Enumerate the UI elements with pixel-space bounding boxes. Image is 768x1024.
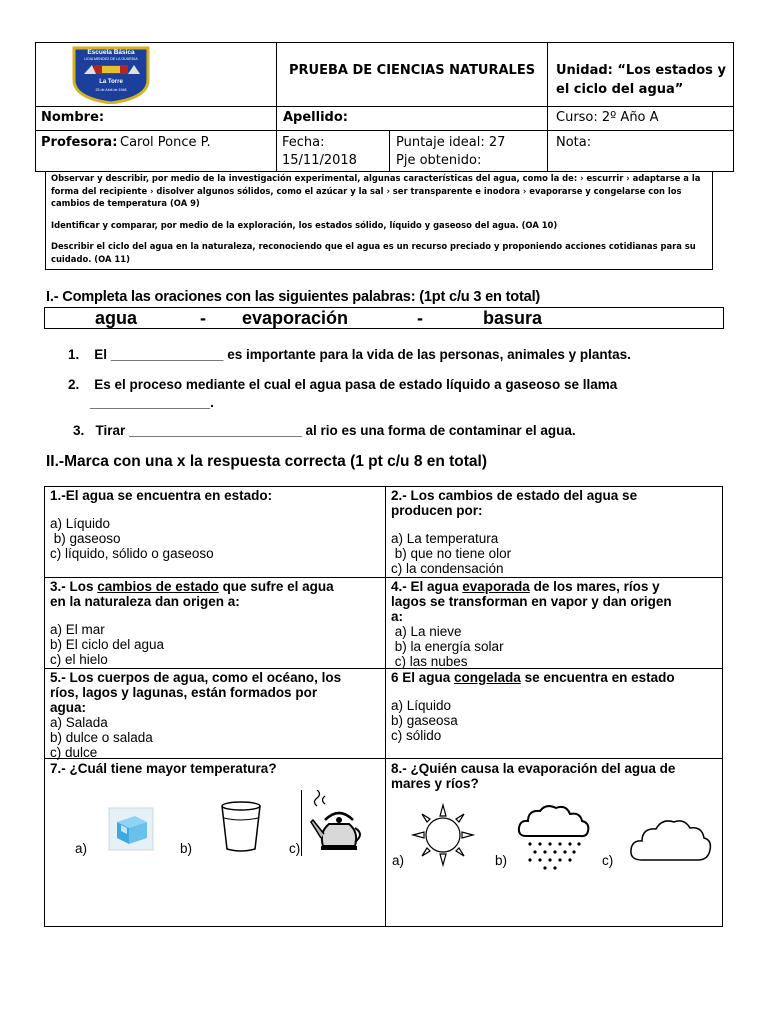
mc8-option-a[interactable]: a) bbox=[392, 853, 405, 868]
logo-line3: La Torre bbox=[99, 79, 123, 85]
mc1-title: 1.-El agua se encuentra en estado: bbox=[50, 488, 273, 503]
logo-line1: Escuela Básica bbox=[87, 49, 135, 56]
objective-oa10: Identificar y comparar, por medio de la exploración, los estados sólido, líquido y gaseoso del agua. (OA 10) bbox=[51, 219, 558, 230]
mc4-title-1: 4.- El agua evaporada de los mares, ríos y bbox=[391, 579, 660, 594]
q3-number: 3. bbox=[73, 423, 85, 438]
objective-oa11: Describir el ciclo del agua en la naturaleza, reconociendo que el agua es un recurso preciado y proponiendo acciones cotidianas para su cuidado. (OA 11) bbox=[51, 241, 696, 264]
q1-blank[interactable]: _______________ bbox=[110, 347, 224, 362]
mc4-title-3: a: bbox=[391, 609, 404, 624]
mc5-title-1: 5.- Los cuerpos de agua, como el océano, los bbox=[50, 670, 342, 685]
logo-line2: LIDIA MENDEZ DE LA GUARDIA bbox=[84, 57, 138, 61]
section1-title: I.- Completa las oraciones con las siguientes palabras: (1pt c/u 3 en total) bbox=[46, 289, 541, 305]
mc2-option-b[interactable]: b) que no tiene olor bbox=[391, 546, 512, 561]
mc5-option-b[interactable]: b) dulce o salada bbox=[50, 730, 153, 745]
profesora-label: Profesora: bbox=[41, 135, 118, 150]
objectives-box bbox=[45, 171, 713, 270]
fill-question-3 bbox=[73, 423, 576, 438]
fill-question-2 bbox=[68, 377, 617, 392]
mc3-option-a[interactable]: a) El mar bbox=[50, 622, 105, 637]
unit-line2: el ciclo del agua” bbox=[556, 82, 684, 97]
mc5-option-a[interactable]: a) Salada bbox=[50, 715, 108, 730]
mc-question-5 bbox=[50, 670, 383, 760]
kettle-icon bbox=[305, 790, 367, 861]
page-title: PRUEBA DE CIENCIAS NATURALES bbox=[289, 63, 536, 78]
pje-obtenido-label: Pje obtenido: bbox=[396, 153, 482, 168]
mc5-title-3: agua: bbox=[50, 700, 87, 715]
water-glass-icon bbox=[219, 801, 263, 858]
mc4-option-b[interactable]: b) la energía solar bbox=[391, 639, 504, 654]
q3-blank[interactable]: _______________________ bbox=[129, 423, 302, 438]
mc8-title-1: 8.- ¿Quién causa la evaporación del agua de bbox=[391, 761, 676, 776]
objective-oa9: Observar y describir, por medio de la investigación experimental, algunas características del agua, como la de: › escurrir › adaptarse a la forma del recipiente › disolver algunos sólidos, como el azúcar y la sal › ser transparente e inodora › evaporarse y congelarse con los cambios de temperatura (OA 9) bbox=[51, 173, 701, 208]
mc-question-6 bbox=[391, 670, 721, 743]
mc-question-1 bbox=[50, 488, 380, 561]
divider-mark bbox=[301, 790, 302, 856]
mc1-option-a[interactable]: a) Líquido bbox=[50, 516, 111, 531]
mc2-option-c[interactable]: c) la condensación bbox=[391, 561, 504, 576]
mc4-option-c[interactable]: c) las nubes bbox=[391, 654, 468, 669]
sun-icon bbox=[410, 802, 476, 873]
mc5-option-c[interactable]: c) dulce bbox=[50, 745, 98, 760]
section2-title: II.-Marca con una x la respuesta correcta (1 pt c/u 8 en total) bbox=[46, 453, 488, 470]
apellido-label: Apellido: bbox=[283, 110, 348, 125]
puntaje-label: Puntaje ideal: 27 bbox=[396, 135, 506, 150]
q1-text-b: es importante para la vida de las personas, animales y plantas. bbox=[227, 347, 631, 362]
q2-text-a: Es el proceso mediante el cual el agua pasa de estado líquido a gaseoso se llama bbox=[94, 377, 618, 392]
nombre-label: Nombre: bbox=[41, 110, 105, 125]
q1-text-a: El bbox=[94, 347, 108, 362]
mc2-title-2: producen por: bbox=[391, 503, 483, 518]
q3-text-a: Tirar bbox=[95, 423, 126, 438]
logo-line4: 25 de Abril de 1948 bbox=[95, 88, 127, 92]
mc6-option-c[interactable]: c) sólido bbox=[391, 728, 442, 743]
nota-label: Nota: bbox=[556, 135, 592, 150]
word-agua: agua bbox=[95, 308, 138, 328]
word-sep-1: - bbox=[200, 308, 206, 328]
mc8-option-c[interactable]: c) bbox=[602, 853, 614, 868]
q2-blank[interactable]: ________________. bbox=[90, 395, 214, 410]
rain-cloud-icon bbox=[516, 802, 592, 877]
mc3-title-2: en la naturaleza dan origen a: bbox=[50, 594, 240, 609]
q3-text-b: al rio es una forma de contaminar el agua. bbox=[305, 423, 576, 438]
fecha-value: 15/11/2018 bbox=[282, 153, 357, 168]
word-sep-2: - bbox=[417, 308, 423, 328]
mc3-option-c[interactable]: c) el hielo bbox=[50, 652, 108, 667]
ice-cube-icon bbox=[107, 806, 155, 857]
fecha-label: Fecha: bbox=[282, 135, 325, 150]
cloud-icon bbox=[628, 816, 714, 869]
school-logo bbox=[70, 44, 152, 104]
mc7-option-b[interactable]: b) bbox=[180, 841, 193, 856]
mc7-option-c[interactable]: c) bbox=[289, 841, 301, 856]
mc7-option-a[interactable]: a) bbox=[75, 841, 88, 856]
mc3-option-b[interactable]: b) El ciclo del agua bbox=[50, 637, 165, 652]
profesora-name: Carol Ponce P. bbox=[120, 135, 211, 150]
mc8-option-b[interactable]: b) bbox=[495, 853, 508, 868]
mc4-option-a[interactable]: a) La nieve bbox=[391, 624, 462, 639]
mc5-title-2: ríos, lagos y lagunas, están formados por bbox=[50, 685, 318, 700]
unit-line1: Unidad: “Los estados y bbox=[556, 63, 726, 78]
mc-question-3 bbox=[50, 579, 380, 667]
mc4-title-2: lagos se transforman en vapor y dan origen bbox=[391, 594, 672, 609]
word-bank-box bbox=[44, 307, 724, 329]
mc7-title: 7.- ¿Cuál tiene mayor temperatura? bbox=[50, 761, 277, 776]
mc2-option-a[interactable]: a) La temperatura bbox=[391, 531, 499, 546]
mc1-option-b[interactable]: b) gaseoso bbox=[50, 531, 121, 546]
q1-number: 1. bbox=[68, 347, 80, 362]
mc-question-2 bbox=[391, 488, 719, 576]
mc6-option-b[interactable]: b) gaseosa bbox=[391, 713, 458, 728]
fill-question-1 bbox=[68, 347, 631, 362]
mc3-title-1: 3.- Los cambios de estado que sufre el agua bbox=[50, 579, 334, 594]
mc6-title: 6 El agua congelada se encuentra en estado bbox=[391, 670, 675, 685]
mc-question-4 bbox=[391, 579, 721, 669]
mc2-title-1: 2.- Los cambios de estado del agua se bbox=[391, 488, 638, 503]
mc8-title-2: mares y ríos? bbox=[391, 776, 479, 791]
mc6-option-a[interactable]: a) Líquido bbox=[391, 698, 452, 713]
q2-number: 2. bbox=[68, 377, 80, 392]
curso-label: Curso: 2º Año A bbox=[556, 110, 659, 125]
word-basura: basura bbox=[483, 308, 543, 328]
word-evaporacion: evaporación bbox=[242, 308, 349, 328]
mc1-option-c[interactable]: c) líquido, sólido o gaseoso bbox=[50, 546, 214, 561]
